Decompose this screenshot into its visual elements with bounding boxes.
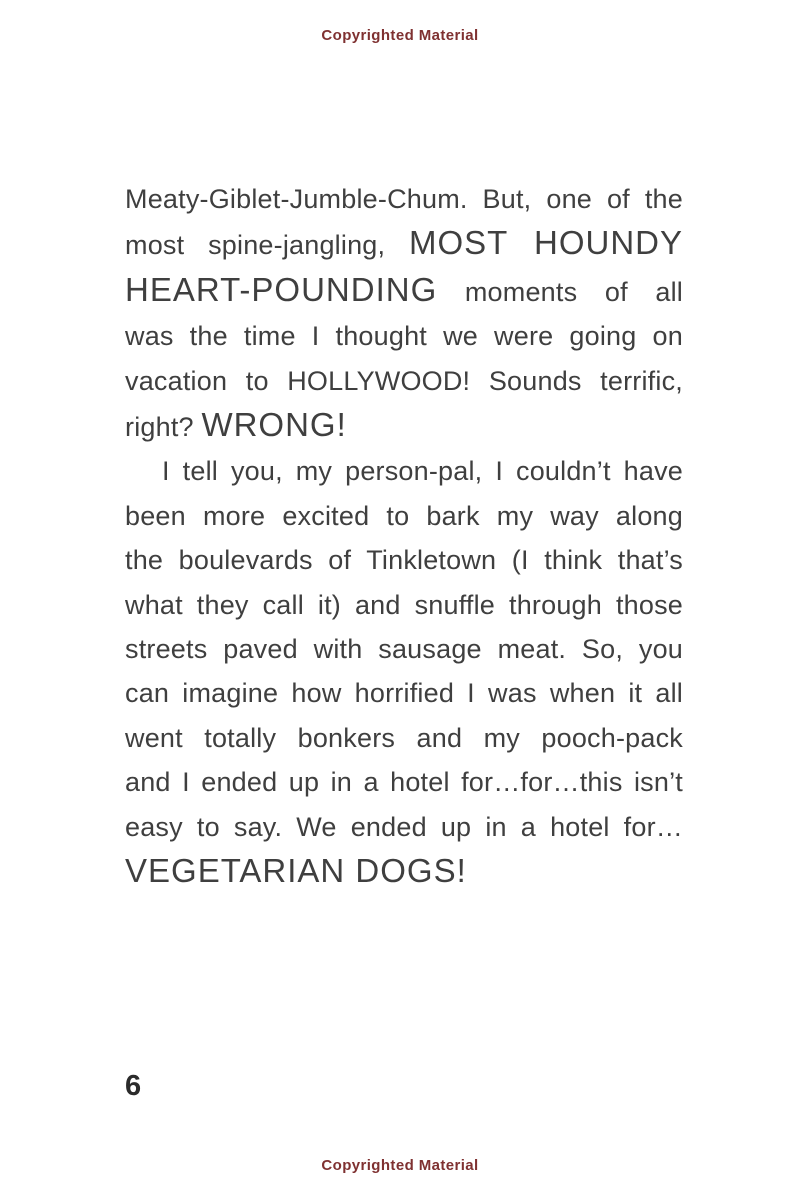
text-line [125, 627, 683, 671]
text-line [125, 849, 683, 895]
body-text-segment: what they call it) and snuffle through those [125, 589, 683, 620]
page-number: 6 [125, 1070, 142, 1102]
emphasis-text-segment: MOST HOUNDY [409, 224, 684, 262]
body-text-segment: was the time I thought we were going on [125, 321, 683, 352]
body-text-segment: Meaty-Giblet-Jumble-Chum. But, one of the [125, 184, 683, 214]
text-line [125, 403, 683, 449]
text-line [125, 671, 683, 715]
text-line [125, 538, 683, 582]
body-text-segment: right? [125, 412, 202, 443]
copyright-notice-bottom: Copyrighted Material [321, 1157, 479, 1174]
body-text-segment: and I ended up in a hotel for…for…this isn’t [125, 767, 683, 798]
body-text-segment: I tell you, my person-pal, I couldn’t have [162, 456, 683, 487]
text-line [125, 268, 683, 314]
body-text-segment: moments of all [437, 276, 683, 307]
text-line [125, 716, 683, 760]
text-line [125, 449, 683, 493]
body-text-segment: vacation to HOLLYWOOD! Sounds terrific, [125, 365, 683, 396]
text-line [125, 177, 683, 221]
text-line [125, 805, 683, 849]
body-text-segment: the boulevards of Tinkletown (I think that’s [125, 545, 683, 576]
body-text-segment: went totally bonkers and my pooch-pack [125, 722, 683, 753]
copyright-notice-top: Copyrighted Material [321, 27, 479, 44]
body-text-segment: streets paved with sausage meat. So, you [125, 634, 683, 665]
body-text-segment: easy to say. We ended up in a hotel for… [125, 811, 683, 842]
text-line [125, 494, 683, 538]
emphasis-text-segment: WRONG! [201, 406, 347, 444]
emphasis-text-segment: HEART-POUNDING [125, 270, 438, 308]
text-line [125, 583, 683, 627]
text-line [125, 760, 683, 804]
text-line [125, 314, 683, 358]
body-text-segment: most spine-jangling, [125, 230, 410, 261]
text-line [125, 221, 683, 267]
body-text-segment: can imagine how horrified I was when it all [125, 678, 683, 709]
emphasis-text-segment: VEGETARIAN DOGS! [125, 852, 467, 890]
text-line [125, 359, 683, 403]
page-body [125, 177, 683, 896]
body-text-segment: been more excited to bark my way along [125, 500, 683, 531]
